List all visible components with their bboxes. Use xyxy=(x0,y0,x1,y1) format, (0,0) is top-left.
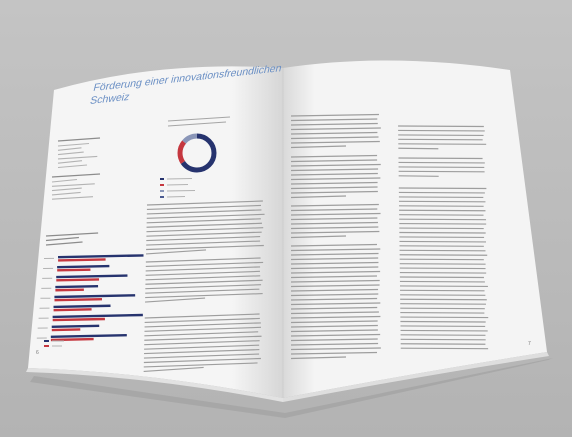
body-text-line xyxy=(400,255,488,256)
body-text-line xyxy=(400,313,484,314)
body-text-line xyxy=(399,167,485,168)
body-text-line xyxy=(398,139,482,140)
body-text-line xyxy=(400,277,484,278)
body-text-line xyxy=(400,250,486,251)
body-text-line xyxy=(398,148,438,149)
body-text-line xyxy=(400,299,487,300)
body-text-line xyxy=(399,171,485,172)
body-text-line xyxy=(400,304,486,305)
body-text-line xyxy=(401,339,486,340)
body-text-line xyxy=(400,286,488,287)
body-text-line xyxy=(399,224,486,225)
left-page-number: 6 xyxy=(36,350,39,356)
body-text-line xyxy=(400,308,485,309)
body-text-line xyxy=(400,281,485,282)
body-text-line xyxy=(398,126,484,127)
page-title-line1: Förderung einer innovationsfreundlichen xyxy=(92,62,283,94)
body-text-line xyxy=(399,233,485,234)
body-text-line xyxy=(399,241,486,242)
body-text-line xyxy=(399,201,485,202)
page-title-line2: Schweiz xyxy=(88,90,131,107)
body-text-line xyxy=(399,210,485,211)
body-text-line xyxy=(400,268,486,269)
body-text-line xyxy=(399,206,484,207)
body-text-line xyxy=(399,215,483,216)
body-text-line xyxy=(401,344,486,345)
body-text-line xyxy=(400,259,484,260)
body-text-line xyxy=(399,237,484,238)
body-text-line xyxy=(399,192,485,193)
body-text-line xyxy=(401,348,488,349)
body-text-line xyxy=(400,317,488,318)
body-text-line xyxy=(400,273,486,274)
body-text-line xyxy=(399,219,486,220)
body-text-line xyxy=(401,330,488,331)
body-text-line xyxy=(398,144,486,145)
body-text-line xyxy=(400,264,486,265)
body-text-line xyxy=(399,162,485,163)
right-page xyxy=(283,60,547,398)
body-text-line xyxy=(399,228,483,229)
body-text-line xyxy=(399,188,487,189)
body-text-line xyxy=(398,135,483,136)
body-text-line xyxy=(399,176,439,177)
body-text-line xyxy=(400,290,484,291)
body-text-line xyxy=(400,322,485,323)
body-text-line xyxy=(398,130,485,131)
body-text-line xyxy=(400,246,484,247)
body-text-line xyxy=(400,326,485,327)
body-text-line xyxy=(398,158,482,159)
body-text-line xyxy=(400,295,485,296)
body-text-line xyxy=(401,335,486,336)
body-text-line xyxy=(399,197,483,198)
right-page-number: 7 xyxy=(528,341,531,347)
